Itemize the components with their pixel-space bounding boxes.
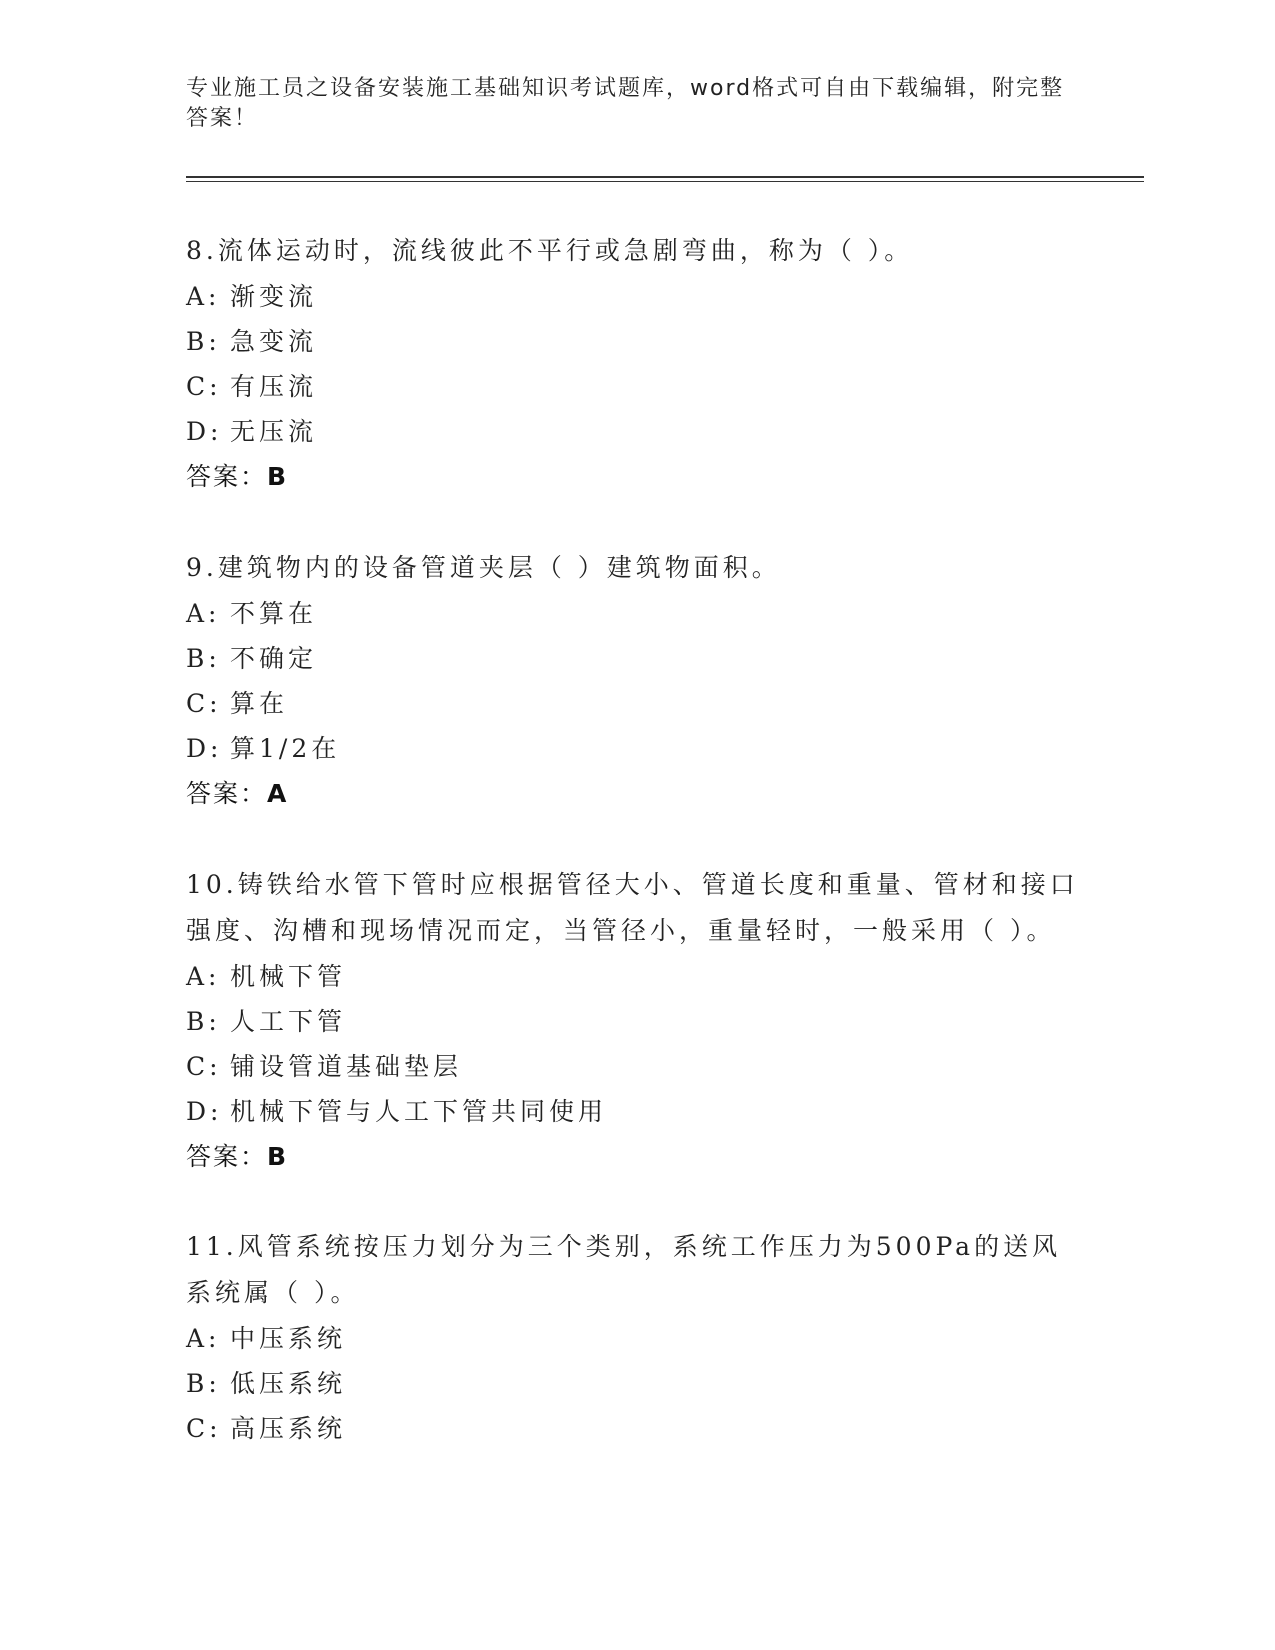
answer-line — [186, 771, 1086, 816]
option-key: B: — [186, 1369, 221, 1398]
option-a — [186, 1316, 1086, 1361]
answer-label: 答案： — [186, 1142, 268, 1171]
header-rule — [186, 176, 1144, 178]
option-text: 急变流 — [230, 327, 318, 356]
option-key: B: — [186, 644, 221, 673]
option-c — [186, 681, 1086, 726]
answer-line — [186, 1134, 1086, 1179]
option-text: 不算在 — [230, 599, 318, 628]
option-text: 机械下管与人工下管共同使用 — [230, 1097, 608, 1126]
answer-value: A — [267, 779, 289, 808]
option-text: 低压系统 — [230, 1369, 347, 1398]
option-key: D: — [186, 1097, 223, 1126]
option-key: C: — [186, 1414, 222, 1443]
answer-value: B — [267, 462, 289, 491]
question-8 — [186, 228, 1086, 499]
option-d — [186, 409, 1086, 454]
option-a — [186, 274, 1086, 319]
option-text: 人工下管 — [230, 1007, 347, 1036]
option-d — [186, 1089, 1086, 1134]
question-10 — [186, 862, 1086, 1179]
option-key: A: — [186, 1324, 221, 1353]
option-text: 无压流 — [230, 417, 318, 446]
header-text: 专业施工员之设备安装施工基础知识考试题库，word格式可自由下载编辑，附完整答案！ — [186, 76, 1065, 131]
option-key: C: — [186, 689, 222, 718]
option-c — [186, 364, 1086, 409]
option-a — [186, 954, 1086, 999]
option-key: B: — [186, 1007, 221, 1036]
answer-label: 答案： — [186, 779, 268, 808]
option-b — [186, 999, 1086, 1044]
option-key: D: — [186, 734, 223, 763]
option-text: 铺设管道基础垫层 — [230, 1052, 463, 1081]
question-stem: 10.铸铁给水管下管时应根据管径大小、管道长度和重量、管材和接口强度、沟槽和现场情况而定，当管径小，重量轻时，一般采用（ ）。 — [186, 870, 1079, 945]
option-text: 不确定 — [230, 644, 318, 673]
option-text: 有压流 — [230, 372, 318, 401]
option-key: A: — [186, 962, 221, 991]
question-stem: 8.流体运动时，流线彼此不平行或急剧弯曲，称为（ ）。 — [186, 236, 914, 265]
option-text: 高压系统 — [230, 1414, 347, 1443]
option-a — [186, 591, 1086, 636]
option-text: 算在 — [230, 689, 289, 718]
option-key: C: — [186, 372, 222, 401]
option-key: D: — [186, 417, 223, 446]
option-key: C: — [186, 1052, 222, 1081]
option-text: 渐变流 — [230, 282, 318, 311]
option-text: 机械下管 — [230, 962, 347, 991]
answer-label: 答案： — [186, 462, 268, 491]
question-9 — [186, 545, 1086, 816]
option-key: A: — [186, 282, 221, 311]
header-rule-thin — [186, 181, 1144, 182]
answer-value: B — [267, 1142, 289, 1171]
option-b — [186, 636, 1086, 681]
question-11 — [186, 1224, 1086, 1451]
question-stem: 11.风管系统按压力划分为三个类别，系统工作压力为500Pa的送风系统属（ ）。 — [186, 1232, 1062, 1307]
option-key: B: — [186, 327, 221, 356]
option-d — [186, 726, 1086, 771]
option-text: 算1/2在 — [230, 734, 341, 763]
question-stem: 9.建筑物内的设备管道夹层（ ）建筑物面积。 — [186, 553, 781, 582]
option-c — [186, 1044, 1086, 1089]
option-key: A: — [186, 599, 221, 628]
option-b — [186, 1361, 1086, 1406]
answer-line — [186, 454, 1086, 499]
option-c — [186, 1406, 1086, 1451]
option-b — [186, 319, 1086, 364]
option-text: 中压系统 — [230, 1324, 347, 1353]
